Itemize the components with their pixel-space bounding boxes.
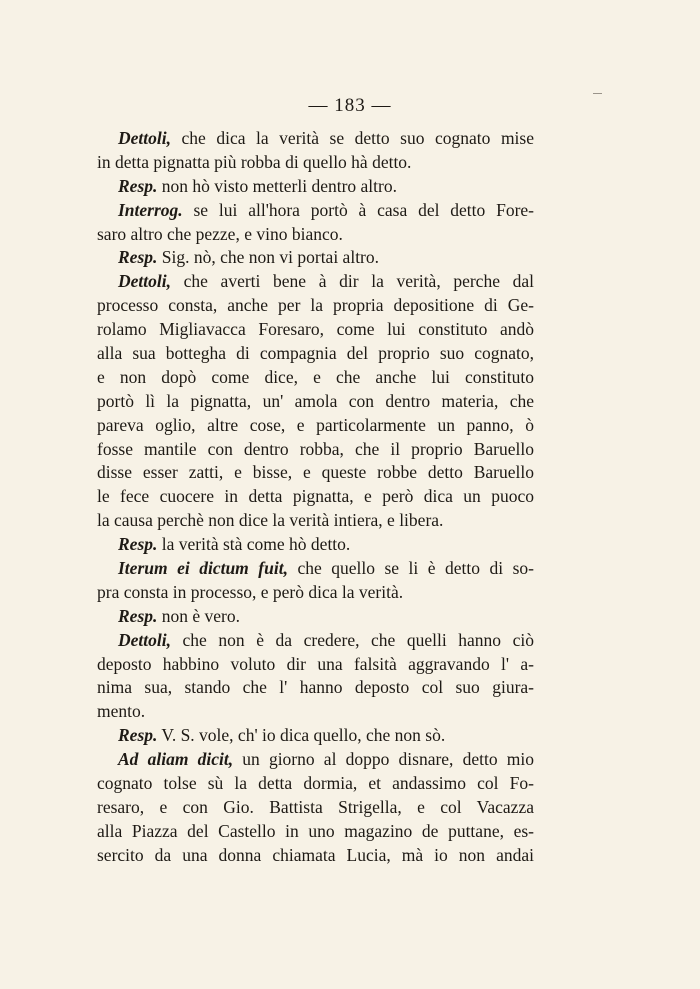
text-line bbox=[97, 653, 534, 677]
text-line bbox=[97, 676, 534, 700]
text-line bbox=[97, 175, 534, 199]
speaker-label: Resp. bbox=[118, 247, 158, 268]
speaker-label: Dettoli, bbox=[118, 271, 171, 292]
line-text: disse esser zatti, e bisse, e queste robbe detto Baruello bbox=[97, 462, 534, 483]
text-line bbox=[97, 246, 534, 270]
text-line bbox=[97, 199, 534, 223]
text-line bbox=[97, 605, 534, 629]
line-text: alla Piazza del Castello in uno magazino de puttane, es- bbox=[97, 820, 534, 841]
text-line bbox=[97, 533, 534, 557]
text-line bbox=[97, 796, 534, 820]
text-line bbox=[97, 485, 534, 509]
line-text: un giorno al doppo disnare, detto mio bbox=[233, 749, 534, 770]
text-line bbox=[97, 390, 534, 414]
speaker-label: Ad aliam dicit, bbox=[118, 749, 234, 770]
text-line bbox=[97, 461, 534, 485]
line-text: Sig. nò, che non vi portai altro. bbox=[157, 247, 380, 268]
line-text: alla sua bottegha di compagnia del proprio suo cognato, bbox=[97, 343, 534, 364]
line-text: che quello se li è detto di so- bbox=[287, 558, 534, 579]
line-text: in detta pignatta più robba di quello hà detto. bbox=[97, 151, 412, 172]
line-text: che non è da credere, che quelli hanno ciò bbox=[170, 629, 534, 650]
line-text: sercito da una donna chiamata Lucia, mà io non andai bbox=[97, 844, 534, 865]
line-text: cognato tolse sù la detta dormia, et andassimo col Fo- bbox=[97, 773, 534, 794]
text-line bbox=[97, 414, 534, 438]
speaker-label: Resp. bbox=[118, 725, 158, 746]
text-line bbox=[97, 509, 534, 533]
speaker-label: Dettoli, bbox=[118, 128, 171, 148]
line-text: mento. bbox=[97, 701, 146, 722]
line-text: la verità stà come hò detto. bbox=[157, 534, 351, 555]
text-line bbox=[97, 318, 534, 342]
text-line bbox=[97, 581, 534, 605]
speaker-label: Resp. bbox=[118, 605, 158, 626]
text-line bbox=[97, 748, 534, 772]
text-line bbox=[97, 223, 534, 247]
text-line bbox=[97, 724, 534, 748]
text-line bbox=[97, 438, 534, 462]
speaker-label: Dettoli, bbox=[118, 629, 171, 650]
text-line bbox=[97, 844, 534, 868]
line-text: pra consta in processo, e però dica la verità. bbox=[97, 581, 404, 602]
line-text: non hò visto metterli dentro altro. bbox=[157, 175, 397, 196]
text-line bbox=[97, 772, 534, 796]
line-text: saro altro che pezze, e vino bianco. bbox=[97, 223, 343, 244]
line-text: non è vero. bbox=[157, 605, 240, 626]
text-line bbox=[97, 342, 534, 366]
line-text: e non dopò come dice, e che anche lui constituto bbox=[97, 366, 534, 387]
line-text: le fece cuocere in detta pignatta, e però dica un puoco bbox=[97, 486, 534, 507]
text-line bbox=[97, 127, 534, 151]
text-line bbox=[97, 294, 534, 318]
speaker-label: Resp. bbox=[118, 175, 158, 196]
text-line bbox=[97, 557, 534, 581]
page-number: — 183 — bbox=[308, 95, 392, 116]
page-body bbox=[97, 127, 534, 868]
line-text: fosse mantile con dentro robba, che il proprio Baruello bbox=[97, 438, 534, 459]
line-text: V. S. vole, ch' io dica quello, che non sò. bbox=[157, 725, 446, 746]
line-text: se lui all'hora portò à casa del detto Fore- bbox=[182, 199, 534, 220]
line-text: nima sua, stando che l' hanno deposto col suo giura- bbox=[97, 677, 534, 698]
line-text: rolamo Migliavacca Foresaro, come lui constituto andò bbox=[97, 319, 534, 340]
text-line bbox=[97, 270, 534, 294]
line-text: che averti bene à dir la verità, perche dal bbox=[170, 271, 534, 292]
text-line bbox=[97, 151, 534, 175]
line-text: che dica la verità se detto suo cognato mise bbox=[170, 128, 534, 148]
text-line bbox=[97, 366, 534, 390]
text-line bbox=[97, 700, 534, 724]
speaker-label: Interrog. bbox=[118, 199, 183, 220]
line-text: la causa perchè non dice la verità intiera, e libera. bbox=[97, 510, 444, 531]
line-text: resaro, e con Gio. Battista Strigella, e col Vacazza bbox=[97, 796, 534, 817]
speaker-label: Resp. bbox=[118, 534, 158, 555]
line-text: pareva oglio, altre cose, e particolarmente un panno, ò bbox=[97, 414, 534, 435]
line-text: portò lì la pignatta, un' amola con dentro materia, che bbox=[97, 390, 534, 411]
text-line bbox=[97, 629, 534, 653]
line-text: processo consta, anche per la propria depositione di Ge- bbox=[97, 295, 534, 316]
line-text: deposto habbino voluto dir una falsità aggravando l' a- bbox=[97, 653, 534, 674]
speaker-label: Iterum ei dictum fuit, bbox=[118, 558, 288, 579]
text-line bbox=[97, 820, 534, 844]
